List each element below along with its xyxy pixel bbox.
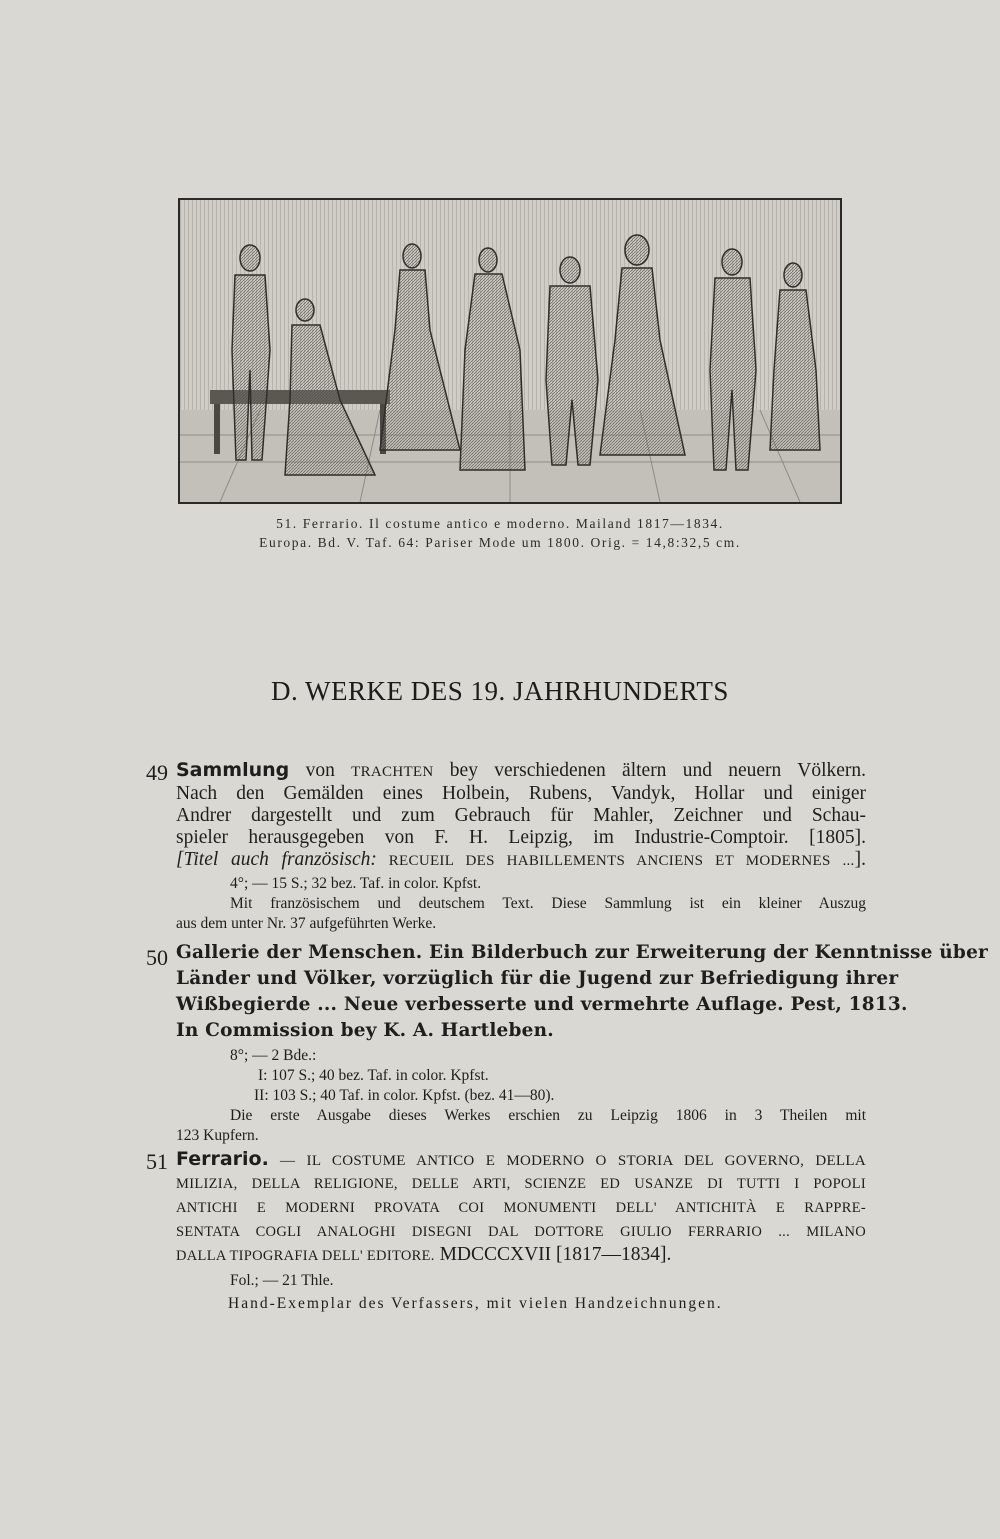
entry-line: Andrer dargestellt und zum Gebrauch für Mahler, Zeichner und Schau- (176, 805, 866, 826)
entry-line: spieler herausgegeben von F. H. Leipzig, im Industrie-Comptoir. [1805]. (176, 827, 866, 848)
entry-note: aus dem unter Nr. 37 aufgeführten Werke. (176, 915, 437, 932)
entry-text-smallcaps: — IL COSTUME ANTICO E MODERNO O STORIA DEL GOVERNO, DELLA (268, 1153, 866, 1169)
entry-line: In Commission bey K. A. Hartleben. (176, 1020, 554, 1041)
engraving-figures-image (180, 200, 840, 502)
plate-caption-line-2: Europa. Bd. V. Taf. 64: Pariser Mode um 1800. Orig. = 14,8:32,5 cm. (259, 535, 741, 550)
entry-collation: Fol.; — 21 Thle. (230, 1272, 334, 1289)
entry-line (176, 849, 866, 872)
entry-text: ]. (854, 849, 866, 870)
entry-text-smallcaps: RECUEIL DES HABILLEMENTS ANCIENS ET MODERNES ... (376, 853, 855, 869)
entry-text-italic: [Titel auch französisch: (176, 849, 377, 870)
entry-note: Mit französischem und deutschem Text. Diese Sammlung ist ein kleiner Auszug (230, 895, 866, 912)
entry-line: ANTICHI E MODERNI PROVATA COI MONUMENTI DELL' ANTICHITÀ E RAPPRE- (176, 1200, 866, 1216)
entry-title: Sammlung (176, 759, 290, 781)
entry-51 (146, 1148, 866, 1315)
entry-line (176, 759, 866, 783)
entry-text: MDCCCXVII [1817—1834]. (434, 1244, 672, 1265)
entry-line: Nach den Gemälden eines Holbein, Rubens, Vandyk, Hollar und einiger (176, 783, 866, 804)
entry-number: 51 (146, 1149, 168, 1174)
entry-note: Hand-Exemplar des Verfassers, mit vielen Handzeichnungen. (228, 1295, 723, 1312)
entry-note: 123 Kupfern. (176, 1127, 259, 1144)
entry-text-smallcaps: TRACHTEN (351, 764, 434, 780)
entry-number: 49 (146, 760, 168, 785)
entry-collation: 8°; — 2 Bde.: (230, 1047, 317, 1064)
plate-caption-line-1: 51. Ferrario. Il costume antico e moderno. Mailand 1817—1834. (276, 516, 724, 531)
entry-line (176, 1244, 866, 1267)
entry-line: Wißbegierde ... Neue verbesserte und vermehrte Auflage. Pest, 1813. (176, 994, 908, 1015)
entry-line: Länder und Völker, vorzüglich für die Jugend zur Befriedigung ihrer (176, 968, 899, 989)
entry-collation: 4°; — 15 S.; 32 bez. Taf. in color. Kpfst. (230, 875, 482, 892)
costume-plate-illustration (178, 198, 842, 504)
entry-number: 50 (146, 945, 168, 970)
entry-text-smallcaps: DALLA TIPOGRAFIA DELL' EDITORE. (176, 1248, 435, 1264)
entry-line: MILIZIA, DELLA RELIGIONE, DELLE ARTI, SCIENZE ED USANZE DI TUTTI I POPOLI (176, 1176, 866, 1192)
entry-text: von (289, 760, 352, 781)
entry-note: Die erste Ausgabe dieses Werkes erschien zu Leipzig 1806 in 3 Theilen mit (230, 1107, 866, 1124)
section-heading: D. WERKE DES 19. JAHRHUNDERTS (271, 676, 729, 706)
entry-title: Ferrario. (176, 1148, 269, 1170)
entry-line: Gallerie der Menschen. Ein Bilderbuch zur Erweiterung der Kenntnisse über (176, 942, 988, 963)
entry-line: SENTATA COGLI ANALOGHI DISEGNI DAL DOTTORE GIULIO FERRARIO ... MILANO (176, 1224, 866, 1240)
entry-line (176, 1148, 866, 1172)
entry-collation: II: 103 S.; 40 Taf. in color. Kpfst. (bez. 41—80). (254, 1087, 555, 1104)
entry-text: bey verschiedenen ältern und neuern Völkern. (433, 760, 867, 781)
entry-collation: I: 107 S.; 40 bez. Taf. in color. Kpfst. (258, 1067, 489, 1084)
entry-49 (146, 759, 866, 934)
entry-50 (146, 940, 988, 1146)
